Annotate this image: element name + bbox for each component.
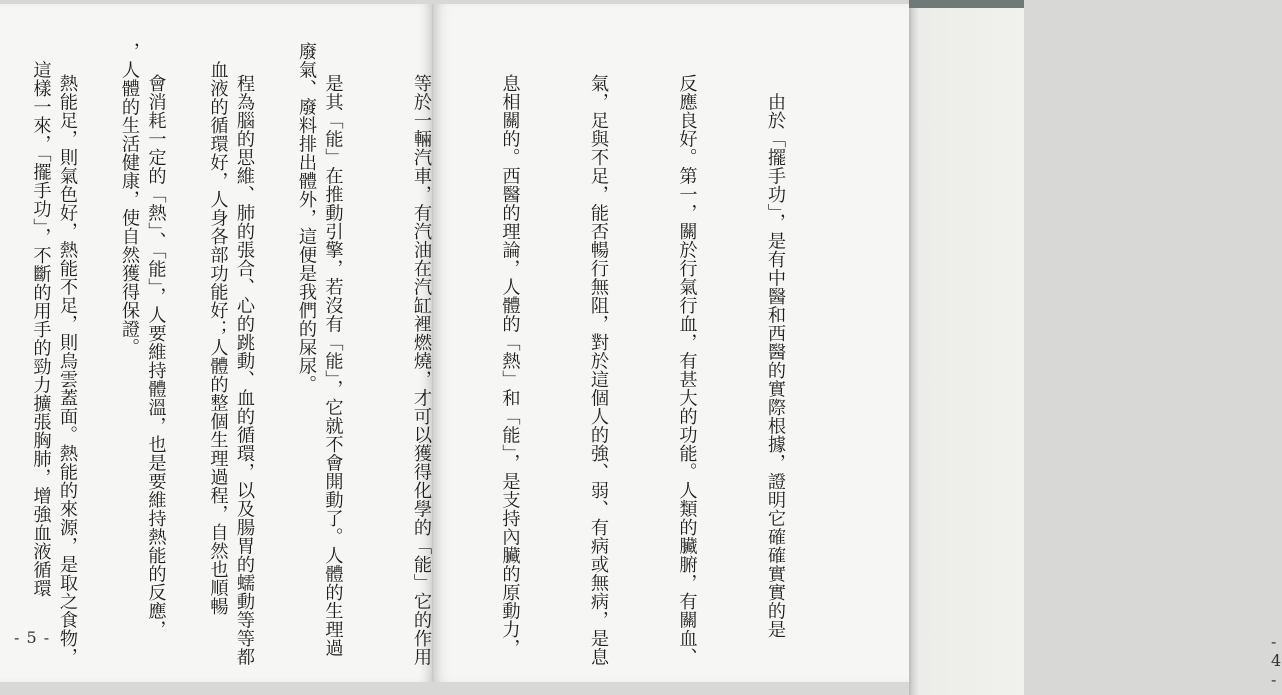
right-column: 會消耗一定的「熱」、「能」，人要維持體溫，也是要維持熱能的反應，	[145, 74, 167, 639]
right-column: 等於一輛汽車，有汽油在汽缸裡燃燒，才可以獲得化學的「能」它的作用	[411, 74, 432, 666]
right-column: 是其「能」在推動引擎，若沒有「能」，它就不會開動了。人體的生理過	[322, 74, 344, 657]
right-column: 程為腦的思維、肺的張合、心的跳動、血的循環，以及腸胃的蠕動等等都	[234, 74, 255, 666]
page-number: - 4 -	[1271, 632, 1282, 689]
right-column: 氣，足與不足，能否暢行無阻，對於這個人的強、弱、有病或無病，是息	[588, 74, 609, 666]
left-column: 這樣一來，「擺手功」，不斷的用手的勁力擴張胸肺，增強血液循環	[30, 42, 52, 598]
left-column: 血液的循環好，人身各部功能好；人體的整個生理過程，自然也順暢	[207, 42, 229, 616]
book-edge-shadow	[909, 0, 1024, 8]
right-column: 反應良好。第一，關於行氣行血，有甚大的功能。人類的臟腑，有關血、	[676, 74, 698, 666]
right-page-text	[0, 74, 849, 666]
left-column: 廢氣、廢料排出體外，這便是我們的屎尿。	[296, 42, 317, 394]
right-column: 由於「擺手功」，是有中醫和西醫的實際根據，證明它確確實實的是	[765, 74, 786, 639]
book-edge	[909, 0, 1024, 695]
right-column: 息相關的。西醫的理論，人體的「熱」和「能」，是支持內臟的原動力，	[499, 74, 521, 657]
left-column: ，人體的生活健康，使自然獲得保證。	[119, 42, 140, 357]
right-column: 熱能足，則氣色好，熱能不足，則烏雲蓋面。熱能的來源，是取之食物，	[57, 74, 78, 666]
page-number: - 5 -	[14, 628, 51, 647]
